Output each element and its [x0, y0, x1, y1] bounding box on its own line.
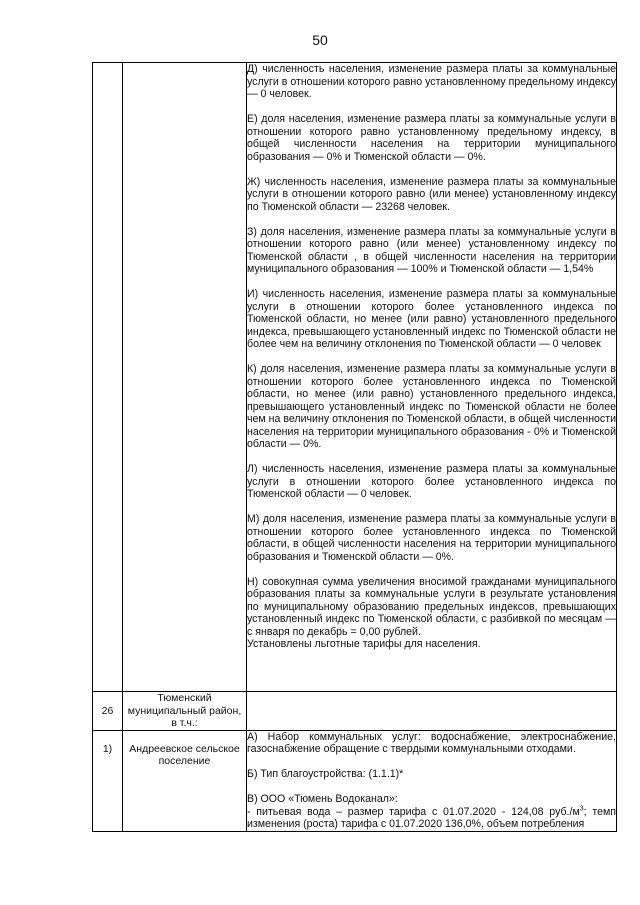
row-content-cell	[247, 692, 617, 731]
paragraph-z: З) доля населения, изменение размера платы за коммунальные услуги в отношении которого равно (или менее) установленному индексу по Тюменской области , в общей численности населения на территории муниципального образования — 100% и Тюменской области — 1,54%	[247, 225, 616, 275]
paragraph-v-text: - питьевая вода – размер тарифа с 01.07.2020 - 124,08 руб./м	[247, 805, 580, 818]
table-row	[93, 692, 617, 731]
paragraph-a: А) Набор коммунальных услуг: водоснабжение, электроснабжение, газоснабжение обращение с твердыми коммунальными отходами.	[247, 730, 616, 755]
paragraph-l: Л) численность населения, изменение размера платы за коммунальные услуги в отношении которого более установленного индекса по Тюменской области — 0 человек.	[247, 463, 616, 500]
paragraph-v-title: В) ООО «Тюмень Водоканал»:	[247, 793, 398, 805]
paragraph-m: М) доля населения, изменение размера платы за коммунальные услуги в отношении которого более установленного индекса по Тюменской области, в общей численности населения на территории муниципального образования и Тюменской области — 0%.	[247, 513, 616, 563]
closing-line: Установлены льготные тарифы для населения.	[247, 638, 481, 650]
superscript: 3	[579, 804, 584, 812]
row-name: Тюменский муниципальный район, в т.ч.:	[123, 692, 247, 731]
paragraph-zh: Ж) численность населения, изменение размера платы за коммунальные услуги в отношении которого равно (или менее) установленному индексу по Тюменской области — 23268 человек.	[247, 175, 616, 213]
paragraph-v	[247, 793, 616, 831]
table-row	[93, 730, 617, 831]
document-table	[92, 62, 617, 832]
paragraph-v-text-cont: ; темп изменения (роста) тарифа с 01.07.2020 136,0%, объем потребления	[247, 805, 616, 830]
table-row	[93, 63, 617, 692]
paragraph-i: И) численность населения, изменение размера платы за коммунальные услуги в отношении которого более установленного индекса по Тюменской области, но менее (или равно) установленного предельного индекса, превышающего установленный индекс по Тюменской области не более чем на величину отклонения по Тюменской области — 0 человек	[247, 288, 616, 350]
row-content-cell	[247, 63, 617, 692]
paragraph-d: Д) численность населения, изменение размера платы за коммунальные услуги в отношении которого равно установленному предельному индексу — 0 человек.	[247, 63, 616, 100]
row-number: 26	[93, 692, 123, 731]
paragraph-e: Е) доля населения, изменение размера платы за коммунальные услуги в отношении которого равно установленному предельному индексу, в общей численности населения на территории муниципального образования — 0% и Тюменской области — 0%.	[247, 113, 616, 163]
row-content-cell	[247, 730, 617, 831]
paragraph-n: Н) совокупная сумма увеличения вносимой гражданами муниципального образования платы за коммунальные услуги в результате установления по муниципальному образованию предельных индексов, превышающих установленный индекс по Тюменской области, с разбивкой по месяцам — с января по декабрь = 0,00 рублей.	[247, 575, 616, 638]
row-number-cell	[93, 63, 123, 692]
page-number: 50	[312, 32, 328, 48]
row-name: Андреевское сельское поселение	[123, 730, 247, 831]
row-number: 1)	[93, 730, 123, 831]
row-name-cell	[123, 63, 247, 692]
paragraph-b: Б) Тип благоустройства: (1.1.1)*	[247, 768, 404, 780]
paragraph-k: К) доля населения, изменение размера платы за коммунальные услуги в отношении которого более установленного индекса по Тюменской области, но менее (или равно) установленного предельного индекса, превышающего установленный индекс по Тюменской области не более чем на величину отклонения по Тюменской области, в общей численности населения на территории муниципального образования - 0% и Тюменской области — 0%.	[247, 363, 616, 450]
